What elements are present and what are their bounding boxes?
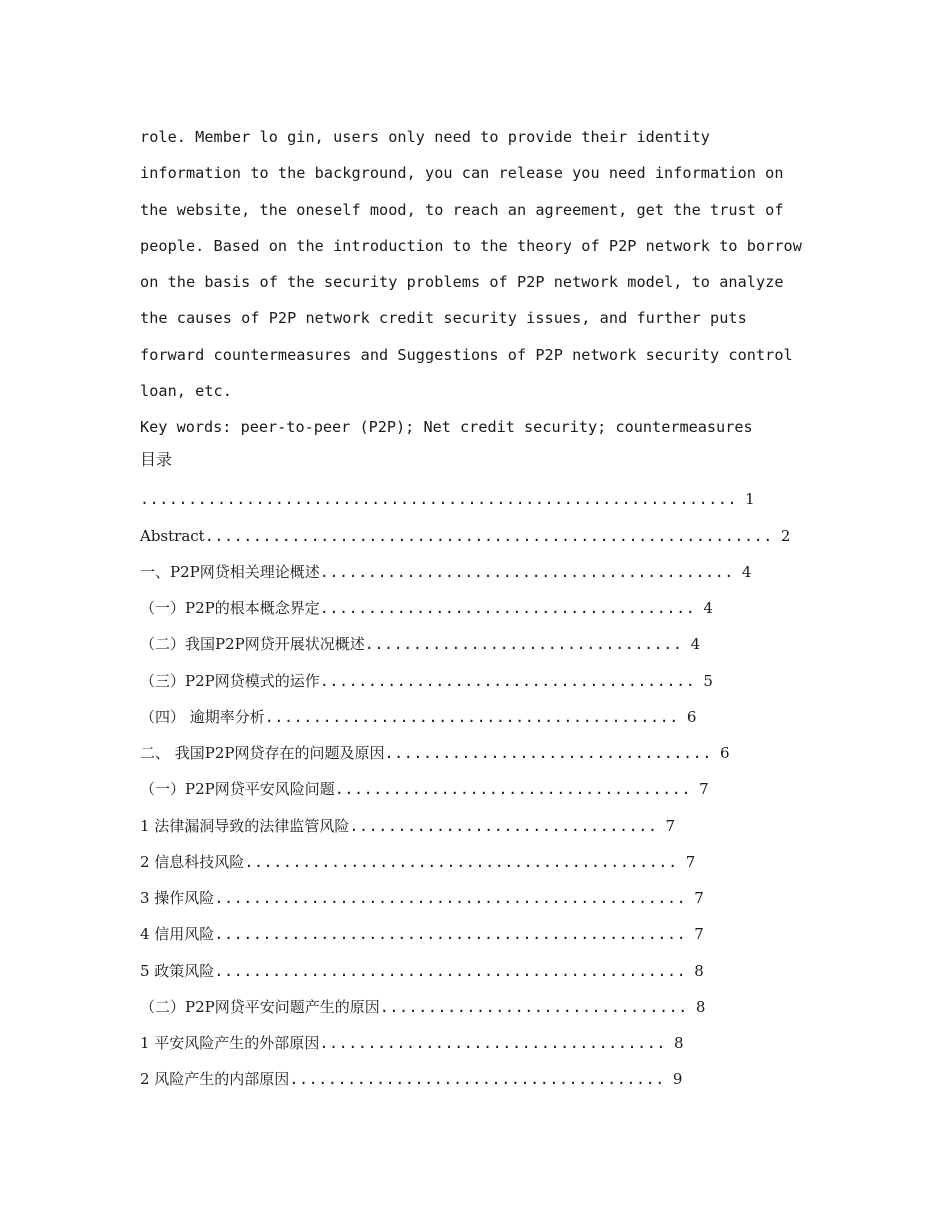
toc-entry[interactable] xyxy=(140,953,830,989)
abstract-line: on the basis of the security problems of P2P network model, to analyze xyxy=(140,273,784,292)
toc-page-number: 7 xyxy=(694,925,704,944)
abstract-line: people. Based on the introduction to the theory of P2P network to borrow xyxy=(140,236,802,255)
toc-page-number: 6 xyxy=(719,744,730,763)
toc-leader-dots: .................................. xyxy=(384,744,712,763)
toc-entry-label: （二）我国P2P网贷开展状况概述 xyxy=(140,635,365,654)
toc-page-number: 7 xyxy=(665,816,676,835)
toc-page-number: 7 xyxy=(685,852,696,871)
toc-leader-dots: ....................................... xyxy=(319,599,696,618)
abstract-body xyxy=(140,119,830,409)
toc-entry-label: （三）P2P网贷模式的运作 xyxy=(140,671,320,690)
toc-leader-dots: ................................................. xyxy=(214,961,687,980)
toc-entry-label: 1 平安风险产生的外部原因 xyxy=(140,1034,320,1053)
toc-leader-dots: ..................................... xyxy=(334,780,692,799)
toc-entry-label: Abstract xyxy=(140,526,205,545)
toc-entry[interactable] xyxy=(140,989,830,1025)
toc-page-number: 7 xyxy=(699,780,709,799)
toc-entry[interactable] xyxy=(140,518,830,554)
abstract-line: loan, etc. xyxy=(140,382,232,401)
table-of-contents xyxy=(140,481,830,1097)
abstract-line: the website, the oneself mood, to reach an agreement, get the trust of xyxy=(140,200,784,219)
toc-leader-dots: ........................................... xyxy=(319,562,734,581)
toc-page-number: 1 xyxy=(745,490,755,509)
toc-entry-label: （一）P2P网贷平安风险问题 xyxy=(140,780,335,799)
toc-leader-dots: .............................................................. xyxy=(140,490,738,509)
toc-entry-label: 2 风险产生的内部原因 xyxy=(140,1070,290,1089)
abstract-line: role. Member lo gin, users only need to provide their identity xyxy=(140,128,711,146)
toc-page-number: 4 xyxy=(690,635,701,654)
toc-entry-label: 3 操作风险 xyxy=(140,889,215,908)
toc-entry-label: 2 信息科技风险 xyxy=(140,852,245,871)
toc-entry-label: （一）P2P的根本概念界定 xyxy=(140,599,320,618)
abstract-line: forward countermeasures and Suggestions of P2P network security control xyxy=(140,345,793,364)
toc-entry-label: 一、P2P网贷相关理论概述 xyxy=(140,562,320,581)
toc-page-number: 8 xyxy=(674,1034,684,1053)
toc-page-number: 9 xyxy=(672,1070,683,1089)
toc-page-number: 8 xyxy=(694,961,704,980)
toc-entry-label: （四） 逾期率分析 xyxy=(140,707,265,726)
toc-entry-label: 1 法律漏洞导致的法律监管风险 xyxy=(140,816,350,835)
toc-leader-dots: ................................ xyxy=(349,816,658,835)
toc-leader-dots: ................................ xyxy=(379,997,688,1016)
keywords-line: Key words: peer-to-peer (P2P); Net credit security; countermeasures xyxy=(140,418,753,437)
toc-entry-label: 4 信用风险 xyxy=(140,925,215,944)
toc-page-number: 6 xyxy=(686,707,697,726)
abstract-line: the causes of P2P network credit security issues, and further puts xyxy=(140,309,747,328)
toc-entry[interactable] xyxy=(140,808,830,844)
toc-entry[interactable] xyxy=(140,844,830,880)
toc-entry[interactable] xyxy=(140,771,830,807)
toc-leader-dots: .................................... xyxy=(319,1034,667,1053)
toc-entry[interactable] xyxy=(140,1025,830,1061)
toc-entry[interactable] xyxy=(140,481,830,517)
abstract-line: information to the background, you can release you need information on xyxy=(140,164,784,183)
toc-title: 目录 xyxy=(140,450,173,470)
toc-leader-dots: ................................. xyxy=(364,635,683,654)
toc-entry[interactable] xyxy=(140,1061,830,1097)
toc-leader-dots: ............................................. xyxy=(244,852,678,871)
toc-page-number: 2 xyxy=(780,526,791,545)
toc-leader-dots: ................................................. xyxy=(214,889,687,908)
toc-entry[interactable] xyxy=(140,590,830,626)
toc-entry[interactable] xyxy=(140,554,830,590)
toc-leader-dots: ....................................... xyxy=(319,671,696,690)
toc-entry-label: 5 政策风险 xyxy=(140,961,215,980)
toc-leader-dots: ....................................... xyxy=(289,1070,665,1089)
toc-page-number: 8 xyxy=(695,997,706,1016)
toc-entry-label: 二、 我国P2P网贷存在的问题及原因 xyxy=(140,744,385,763)
toc-entry[interactable] xyxy=(140,626,830,662)
toc-page-number: 4 xyxy=(703,599,713,618)
toc-leader-dots: ................................................. xyxy=(214,925,687,944)
document-page xyxy=(140,119,830,1098)
toc-entry[interactable] xyxy=(140,916,830,952)
toc-page-number: 4 xyxy=(741,562,752,581)
toc-page-number: 7 xyxy=(694,889,704,908)
toc-page-number: 5 xyxy=(703,671,713,690)
toc-leader-dots: ........................................................... xyxy=(204,526,773,545)
toc-entry[interactable] xyxy=(140,735,830,771)
toc-entry[interactable] xyxy=(140,880,830,916)
toc-entry[interactable] xyxy=(140,699,830,735)
toc-entry[interactable] xyxy=(140,663,830,699)
toc-entry-label: （二）P2P网贷平安问题产生的原因 xyxy=(140,997,380,1016)
toc-leader-dots: ........................................... xyxy=(264,707,679,726)
